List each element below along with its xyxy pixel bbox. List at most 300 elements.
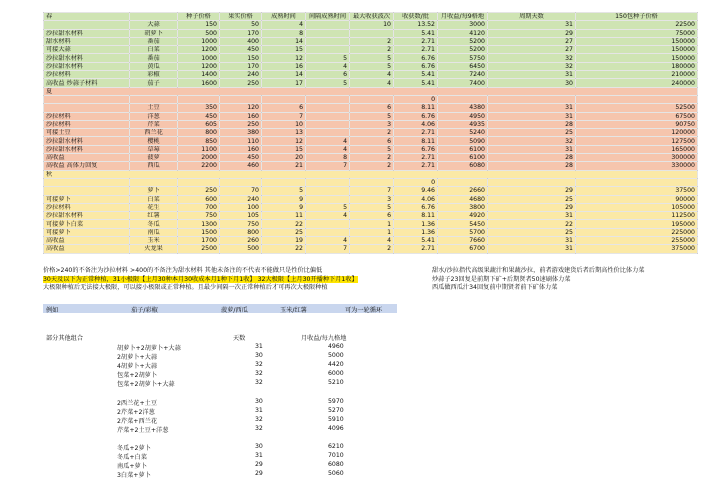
combo-profit: 5910: [328, 415, 344, 423]
combo-days: 30: [255, 352, 263, 360]
table-cell: 6100: [438, 154, 488, 162]
table-cell: 甜水材料: [44, 37, 130, 45]
table-cell: 400: [220, 37, 262, 45]
example-note: 可为一轮循环: [345, 307, 383, 314]
table-cell: 450: [178, 112, 220, 120]
table-cell: 240000: [576, 79, 698, 87]
table-cell: 120: [220, 104, 262, 112]
header-cell: 150包种子价格: [576, 13, 698, 21]
table-row: [44, 29, 698, 37]
table-cell: 29: [488, 29, 576, 37]
table-cell: 450: [220, 154, 262, 162]
header-cell: 间隔成熟时间: [306, 13, 350, 21]
table-cell: 1400: [178, 71, 220, 79]
table-cell: 2.71: [394, 245, 438, 253]
table-cell: 90000: [576, 195, 698, 203]
table-cell: 4: [350, 237, 394, 245]
table-cell: 21: [262, 162, 306, 170]
table-cell: 4: [350, 71, 394, 79]
table-cell: 9: [262, 203, 306, 211]
table-cell: 7: [350, 187, 394, 195]
table-cell: 31: [488, 112, 576, 120]
table-cell: 4.06: [394, 195, 438, 203]
combo-days: 32: [255, 361, 263, 369]
table-cell: 樱桃: [130, 137, 178, 145]
table-cell: 600: [178, 195, 220, 203]
table-cell: 150: [178, 21, 220, 29]
table-cell: 5700: [438, 228, 488, 236]
table-row: [44, 79, 698, 87]
table-cell: 9.46: [394, 187, 438, 195]
combo-name: 冬瓜+白菜: [117, 454, 147, 462]
table-cell: 8: [262, 29, 306, 37]
table-cell: [262, 178, 306, 186]
table-cell: 14: [262, 37, 306, 45]
combo-profit: 5970: [328, 397, 344, 405]
table-cell: 25: [488, 195, 576, 203]
table-cell: 沙拉甜水材料: [44, 212, 130, 220]
note-line-highlight: 30天及以下为正常种植，31小极限【上月30种本月30收成本月1种下月1收】 32大极限【上月30开播种下月1收】: [43, 275, 358, 283]
table-cell: 127500: [576, 137, 698, 145]
table-cell: 洋葱: [130, 112, 178, 120]
table-cell: 1600: [178, 79, 220, 87]
combo-name: 3白菜+萝卜: [117, 472, 151, 480]
table-cell: [44, 21, 130, 29]
table-cell: 105: [220, 212, 262, 220]
table-cell: 高收益 炒蒜子材料: [44, 79, 130, 87]
combo-section: [43, 331, 363, 481]
table-row: [44, 187, 698, 195]
combo-name: 2胡萝卜+大蒜: [117, 354, 158, 362]
table-cell: 750: [178, 212, 220, 220]
table-cell: 1700: [178, 237, 220, 245]
table-cell: 31: [488, 245, 576, 253]
table-cell: 土豆: [130, 104, 178, 112]
table-cell: 花生: [130, 203, 178, 211]
table-cell: 4: [306, 137, 350, 145]
table-cell: [488, 178, 576, 186]
table-cell: 白菜: [130, 195, 178, 203]
table-cell: 250: [220, 120, 262, 128]
table-cell: 350: [178, 104, 220, 112]
table-cell: 沙拉甜水材料: [44, 54, 130, 62]
season-row: [44, 170, 698, 178]
table-cell: 11: [262, 212, 306, 220]
table-cell: 31: [488, 71, 576, 79]
table-cell: 210000: [576, 71, 698, 79]
table-row: [44, 178, 698, 186]
table-cell: 4: [306, 145, 350, 153]
table-cell: 4120: [438, 29, 488, 37]
table-cell: [262, 95, 306, 103]
table-cell: 7240: [438, 71, 488, 79]
table-cell: 180000: [576, 62, 698, 70]
table-cell: 7: [306, 245, 350, 253]
table-cell: 可接大蒜: [44, 46, 130, 54]
table-cell: 2.71: [394, 162, 438, 170]
table-cell: 460: [220, 162, 262, 170]
table-cell: 32: [488, 62, 576, 70]
table-row: [44, 137, 698, 145]
season-label: 夏: [44, 87, 698, 95]
table-cell: 5: [306, 79, 350, 87]
table-cell: 1200: [178, 62, 220, 70]
table-cell: 南瓜: [130, 228, 178, 236]
table-cell: [306, 220, 350, 228]
combo-profit: 5270: [328, 406, 344, 414]
header-cell: 周期天数: [488, 13, 576, 21]
table-row: [44, 95, 698, 103]
combo-days: 29: [255, 461, 263, 469]
table-row: [44, 212, 698, 220]
combo-profit: 6000: [328, 370, 344, 378]
table-cell: [438, 178, 488, 186]
table-cell: 6450: [438, 62, 488, 70]
table-cell: 10: [350, 21, 394, 29]
table-cell: 6: [350, 104, 394, 112]
table-cell: 8.11: [394, 137, 438, 145]
table-cell: 1: [350, 220, 394, 228]
table-cell: [44, 95, 130, 103]
table-row: [44, 21, 698, 29]
table-cell: 160: [220, 112, 262, 120]
note-line: 西瓜做西瓜汁34回复前中期贤者前下矿体力菜: [432, 284, 558, 292]
table-cell: 胡萝卜: [130, 29, 178, 37]
table-cell: 1300: [178, 220, 220, 228]
table-cell: 4935: [438, 120, 488, 128]
table-cell: 52500: [576, 104, 698, 112]
table-cell: 1: [350, 228, 394, 236]
table-cell: 沙拉甜水材料: [44, 145, 130, 153]
table-cell: 6700: [438, 245, 488, 253]
table-cell: 4: [306, 212, 350, 220]
table-cell: [306, 104, 350, 112]
table-cell: 菠萝: [130, 154, 178, 162]
table-cell: 19: [262, 237, 306, 245]
combo-profit: 5210: [328, 379, 344, 387]
combo-days: 30: [255, 443, 263, 451]
note-line: 炒蒜子23回复是前期下矿+后期贤者50速刷体力菜: [432, 275, 571, 283]
table-row: [44, 228, 698, 236]
table-cell: 165000: [576, 145, 698, 153]
table-cell: 5.41: [394, 237, 438, 245]
table-cell: [306, 46, 350, 54]
table-cell: 2000: [178, 154, 220, 162]
table-cell: 90750: [576, 120, 698, 128]
table-cell: 6: [350, 137, 394, 145]
table-row: [44, 54, 698, 62]
table-cell: 4920: [438, 212, 488, 220]
combo-name: 2芹菜+西兰花: [117, 417, 158, 425]
combo-name: 4胡萝卜+大蒜: [117, 363, 158, 371]
combo-days: 31: [255, 343, 263, 350]
table-cell: 彩椒: [130, 71, 178, 79]
table-cell: 605: [178, 120, 220, 128]
example-pair-3: 玉米/红薯: [280, 307, 307, 314]
table-cell: 260: [220, 237, 262, 245]
table-cell: 冬瓜: [130, 220, 178, 228]
table-cell: 2: [350, 46, 394, 54]
table-cell: 380: [220, 129, 262, 137]
combo-days: 31: [255, 406, 263, 414]
table-cell: [220, 178, 262, 186]
table-cell: 700: [178, 203, 220, 211]
table-cell: 7: [262, 112, 306, 120]
crop-price-table: [43, 12, 695, 254]
table-cell: [306, 37, 350, 45]
table-cell: 5: [350, 62, 394, 70]
table-cell: 170: [220, 62, 262, 70]
combo-name: 2西兰花+土豆: [117, 399, 158, 407]
table-cell: 高收益: [44, 154, 130, 162]
table-header-row: [44, 13, 698, 21]
table-cell: 3: [350, 195, 394, 203]
table-cell: 8.11: [394, 104, 438, 112]
combo-days: 32: [255, 415, 263, 423]
table-cell: [306, 112, 350, 120]
table-cell: 240: [220, 195, 262, 203]
table-cell: 芹菜: [130, 120, 178, 128]
combo-name: 包菜+2胡萝卜: [117, 372, 158, 380]
combo-profit: 5000: [328, 352, 344, 360]
table-cell: 75000: [576, 29, 698, 37]
table-cell: 2.71: [394, 129, 438, 137]
table-row: [44, 104, 698, 112]
table-cell: [306, 228, 350, 236]
table-cell: 5.41: [394, 29, 438, 37]
table-cell: 1.36: [394, 228, 438, 236]
table-cell: 5090: [438, 137, 488, 145]
table-cell: 2.71: [394, 46, 438, 54]
table-cell: 1200: [178, 46, 220, 54]
table-cell: [306, 129, 350, 137]
table-cell: 6: [350, 212, 394, 220]
table-cell: [306, 29, 350, 37]
table-cell: 9: [262, 195, 306, 203]
table-cell: 800: [220, 228, 262, 236]
table-cell: 20: [262, 154, 306, 162]
table-cell: 高收益 高体力回复: [44, 162, 130, 170]
table-cell: 6.76: [394, 62, 438, 70]
table-cell: [488, 95, 576, 103]
header-cell: 果实价格: [220, 13, 262, 21]
table-cell: 茄子: [130, 79, 178, 87]
combo-days: 32: [255, 370, 263, 378]
table-cell: 29: [488, 187, 576, 195]
header-cell: 收获数/批: [394, 13, 438, 21]
table-cell: 300000: [576, 154, 698, 162]
table-cell: 375000: [576, 245, 698, 253]
table-cell: 7: [306, 162, 350, 170]
table-cell: 15: [262, 46, 306, 54]
table-cell: 5450: [438, 220, 488, 228]
combo-name: 冬瓜+2萝卜: [117, 445, 151, 453]
example-pair-2: 菠萝/西瓜: [221, 307, 248, 314]
table-cell: [350, 178, 394, 186]
table-cell: 5: [306, 54, 350, 62]
table-cell: 8: [306, 154, 350, 162]
table-cell: 沙拉材料: [44, 71, 130, 79]
table-cell: 6.76: [394, 203, 438, 211]
combo-profit-header: 月收益/每九格地: [301, 335, 347, 342]
table-cell: 5200: [438, 37, 488, 45]
table-row: [44, 203, 698, 211]
table-cell: 6.76: [394, 112, 438, 120]
table-cell: 22: [488, 220, 576, 228]
table-cell: 2: [350, 129, 394, 137]
table-cell: 160: [220, 145, 262, 153]
table-cell: 沙拉材料: [44, 120, 130, 128]
table-cell: 22500: [576, 21, 698, 29]
table-cell: 30: [488, 79, 576, 87]
table-cell: 西兰花: [130, 129, 178, 137]
table-cell: 大蒜: [130, 21, 178, 29]
table-cell: 7660: [438, 237, 488, 245]
combo-days-header: 天数: [233, 335, 246, 342]
table-cell: 红薯: [130, 212, 178, 220]
combo-name: 包菜+2胡萝卜+大蒜: [117, 381, 175, 389]
table-cell: 5: [350, 203, 394, 211]
table-cell: 4: [350, 79, 394, 87]
combo-days: 30: [255, 397, 263, 405]
table-cell: 32: [488, 54, 576, 62]
table-cell: 2500: [178, 245, 220, 253]
table-cell: 50: [220, 21, 262, 29]
table-cell: 1000: [178, 37, 220, 45]
table-row: [44, 195, 698, 203]
table-cell: 150000: [576, 46, 698, 54]
table-cell: 4: [306, 62, 350, 70]
table-cell: 250: [220, 79, 262, 87]
table-cell: 850: [178, 137, 220, 145]
table-cell: 0: [394, 95, 438, 103]
table-cell: 6: [306, 71, 350, 79]
table-cell: 萝卜: [130, 187, 178, 195]
header-cell: 成熟时间: [262, 13, 306, 21]
combo-profit: 6080: [328, 461, 344, 469]
table-cell: 330000: [576, 162, 698, 170]
table-cell: [306, 120, 350, 128]
table-cell: 1500: [178, 228, 220, 236]
table-cell: [306, 187, 350, 195]
table-row: [44, 220, 698, 228]
table-cell: 3: [350, 120, 394, 128]
table-cell: 100: [220, 203, 262, 211]
table-cell: 240: [220, 71, 262, 79]
table-cell: 17: [262, 79, 306, 87]
table-cell: 4: [262, 21, 306, 29]
combo-name: 胡萝卜+2胡萝卜+大蒜: [117, 345, 181, 352]
table-cell: 25: [488, 129, 576, 137]
table-cell: 3800: [438, 203, 488, 211]
table-cell: 5200: [438, 46, 488, 54]
table-cell: 4380: [438, 104, 488, 112]
table-cell: 27: [488, 46, 576, 54]
combo-profit: 4420: [328, 361, 344, 369]
table-row: [44, 62, 698, 70]
table-cell: 沙拉甜水材料: [44, 29, 130, 37]
table-cell: [178, 95, 220, 103]
table-cell: 2: [350, 245, 394, 253]
combo-profit: 5060: [328, 470, 344, 478]
table-cell: 西瓜: [130, 162, 178, 170]
table-cell: 105000: [576, 203, 698, 211]
table-cell: 31: [488, 104, 576, 112]
table-row: [44, 37, 698, 45]
season-label: 秋: [44, 170, 698, 178]
table-cell: 28: [488, 162, 576, 170]
table-cell: 195000: [576, 220, 698, 228]
table-cell: [350, 29, 394, 37]
table-cell: [44, 104, 130, 112]
combo-profit: 6210: [328, 443, 344, 451]
table-cell: [576, 95, 698, 103]
table-cell: 170: [220, 29, 262, 37]
table-cell: 25: [262, 228, 306, 236]
table-cell: 2: [350, 154, 394, 162]
table-cell: 5: [306, 203, 350, 211]
notes-right: [432, 267, 644, 293]
table-row: [44, 245, 698, 253]
table-cell: 5: [350, 145, 394, 153]
table-cell: 0: [394, 178, 438, 186]
table-cell: 110: [220, 137, 262, 145]
table-row: [44, 154, 698, 162]
table-cell: 16: [262, 62, 306, 70]
table-cell: 29: [488, 203, 576, 211]
table-cell: 28: [488, 120, 576, 128]
table-cell: 4950: [438, 112, 488, 120]
table-cell: 500: [178, 29, 220, 37]
header-cell: 月收益/每9格地: [438, 13, 488, 21]
table-cell: 火龙果: [130, 245, 178, 253]
table-cell: 150: [220, 54, 262, 62]
table-cell: [44, 178, 130, 186]
combo-profit: 4096: [328, 424, 344, 432]
table-cell: 可接萝卜: [44, 195, 130, 203]
table-row: [44, 162, 698, 170]
example-header-row: [43, 304, 397, 313]
season-row: [44, 87, 698, 95]
table-cell: 2200: [178, 162, 220, 170]
table-cell: 500: [220, 245, 262, 253]
table-cell: 5.41: [394, 79, 438, 87]
combo-name: 南瓜+萝卜: [117, 463, 147, 471]
table-cell: 6: [262, 104, 306, 112]
table-cell: 25: [488, 228, 576, 236]
table-cell: 250: [178, 187, 220, 195]
table-cell: 6.76: [394, 54, 438, 62]
table-row: [44, 145, 698, 153]
table-cell: [306, 178, 350, 186]
table-cell: 31: [488, 212, 576, 220]
table-cell: [44, 187, 130, 195]
combo-name: 2芹菜+2洋葱: [117, 408, 155, 416]
header-cell: 种子价格: [178, 13, 220, 21]
table-cell: 13.52: [394, 21, 438, 29]
table-cell: 2.71: [394, 154, 438, 162]
table-cell: 6.76: [394, 145, 438, 153]
table-cell: [306, 195, 350, 203]
table-cell: 13: [262, 129, 306, 137]
table-cell: 150000: [576, 37, 698, 45]
table-cell: 32: [488, 137, 576, 145]
table-cell: 沙拉材料: [44, 112, 130, 120]
table-cell: 可接萝卜白菜: [44, 220, 130, 228]
table-cell: 黄瓜: [130, 62, 178, 70]
table-cell: 1000: [178, 54, 220, 62]
table-cell: 4: [306, 237, 350, 245]
